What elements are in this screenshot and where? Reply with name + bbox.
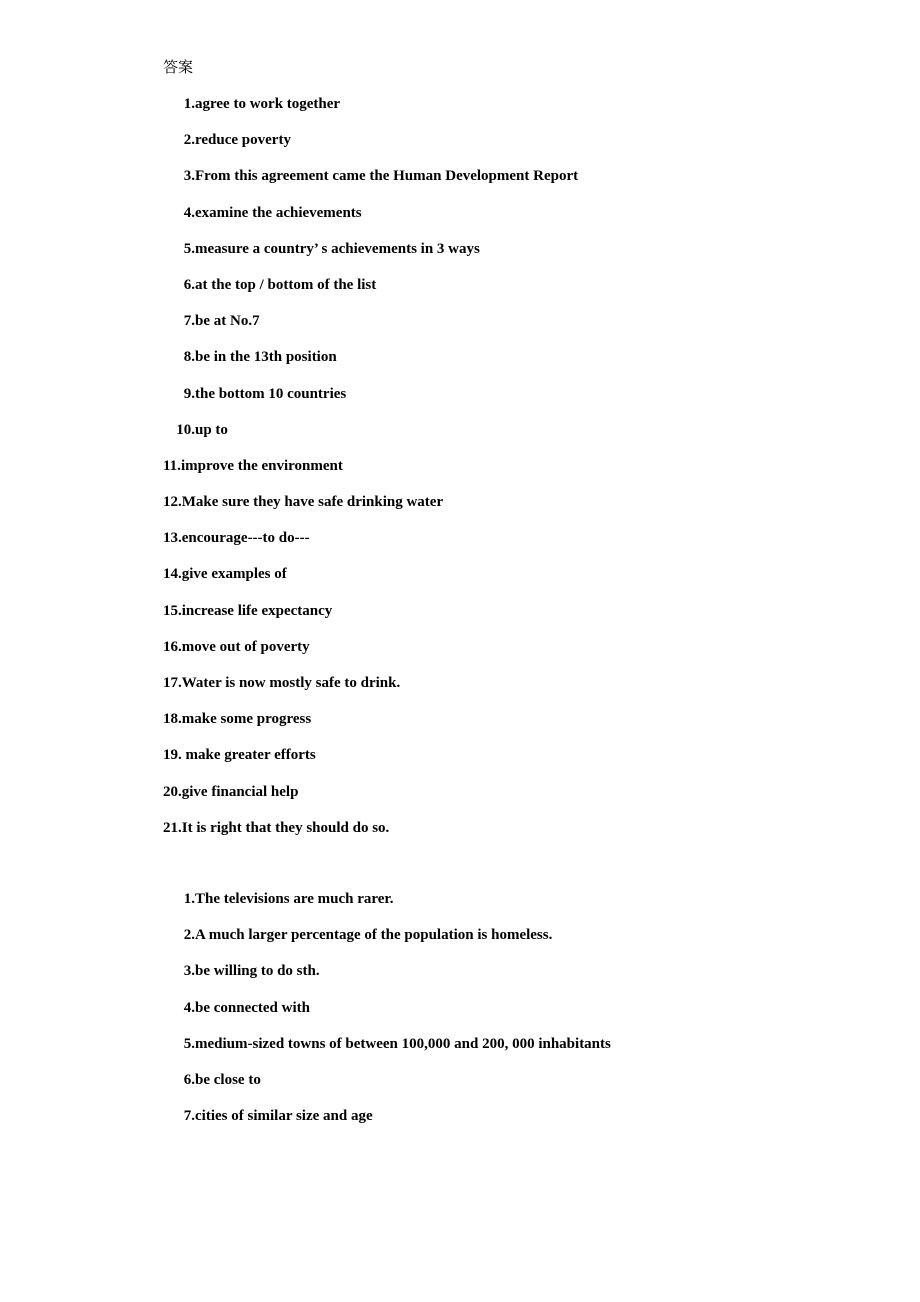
item-text: make greater efforts (181, 747, 316, 764)
item-number: 7. (183, 313, 195, 330)
list-item (163, 818, 578, 854)
item-text: be in the 13th position (195, 349, 337, 366)
item-number: 10. (176, 421, 195, 438)
item-text: improve the environment (180, 457, 343, 474)
item-number: 2. (183, 132, 195, 149)
item-number: 4. (183, 204, 195, 221)
page-title: 答案 (163, 58, 194, 76)
list-item (163, 420, 578, 456)
item-number: 21. (163, 819, 182, 836)
item-number: 11. (163, 457, 181, 474)
list-item (163, 1106, 611, 1142)
answer-list-2 (163, 889, 611, 1142)
list-item (163, 709, 578, 745)
list-item (163, 311, 578, 347)
item-text: It is right that they should do so. (181, 819, 390, 836)
item-number: 7. (183, 1108, 195, 1125)
item-text: move out of poverty (181, 638, 310, 655)
item-number: 6. (183, 1071, 195, 1088)
item-number: 3. (183, 168, 195, 185)
list-item (163, 637, 578, 673)
item-number: 16. (163, 638, 182, 655)
item-text: Make sure they have safe drinking water (181, 494, 444, 511)
item-text: agree to work together (195, 96, 341, 112)
item-text: make some progress (181, 711, 312, 728)
list-item (163, 1070, 611, 1106)
list-item (163, 528, 578, 564)
list-item (163, 1034, 611, 1070)
list-item (163, 203, 578, 239)
item-text: up to (195, 421, 228, 438)
list-item (163, 745, 578, 781)
item-number: 12. (163, 494, 182, 511)
list-item (163, 564, 578, 600)
item-text: give examples of (181, 566, 287, 583)
item-number: 8. (183, 349, 195, 366)
item-text: measure a country’ s achievements in 3 ways (195, 240, 480, 257)
item-text: reduce poverty (195, 132, 291, 149)
item-number: 2. (183, 927, 195, 944)
item-text: the bottom 10 countries (195, 385, 347, 402)
item-text: be close to (195, 1071, 261, 1088)
item-text: medium-sized towns of between 100,000 and 200, 000 inhabitants (195, 1035, 611, 1052)
item-number: 14. (163, 566, 182, 583)
list-item (163, 492, 578, 528)
item-number: 15. (163, 602, 182, 619)
item-number: 4. (183, 999, 195, 1016)
list-item (163, 130, 578, 166)
item-number: 18. (163, 711, 182, 728)
list-item (163, 94, 578, 130)
item-number: 5. (183, 240, 195, 257)
list-item (163, 998, 611, 1034)
list-item (163, 782, 578, 818)
item-number: 3. (183, 963, 195, 980)
list-item (163, 673, 578, 709)
list-item (163, 601, 578, 637)
list-item (163, 166, 578, 202)
item-text: The televisions are much rarer. (195, 891, 394, 907)
item-text: cities of similar size and age (195, 1108, 373, 1125)
list-item (163, 239, 578, 275)
list-item (163, 889, 611, 925)
item-text: encourage---to do--- (181, 530, 310, 547)
item-number: 20. (163, 783, 182, 800)
item-text: at the top / bottom of the list (195, 276, 377, 293)
list-item (163, 456, 578, 492)
item-text: examine the achievements (195, 204, 362, 221)
item-text: A much larger percentage of the population is homeless. (195, 927, 553, 944)
answer-list-1 (163, 94, 578, 854)
item-number: 9. (183, 385, 195, 402)
list-item (163, 961, 611, 997)
item-number: 6. (183, 276, 195, 293)
item-text: From this agreement came the Human Development Report (195, 168, 579, 185)
list-item (163, 275, 578, 311)
item-text: give financial help (181, 783, 299, 800)
item-number: 5. (183, 1035, 195, 1052)
item-number: 1. (183, 891, 195, 907)
list-item (163, 925, 611, 961)
list-item (163, 347, 578, 383)
item-text: be at No.7 (195, 313, 260, 330)
item-number: 17. (163, 675, 182, 691)
item-text: increase life expectancy (181, 602, 333, 619)
list-item (163, 384, 578, 420)
item-text: be willing to do sth. (195, 963, 320, 980)
item-text: be connected with (195, 999, 310, 1016)
item-text: Water is now mostly safe to drink. (181, 675, 401, 691)
item-number: 13. (163, 530, 182, 547)
item-number: 19. (163, 747, 182, 764)
item-number: 1. (183, 96, 195, 112)
